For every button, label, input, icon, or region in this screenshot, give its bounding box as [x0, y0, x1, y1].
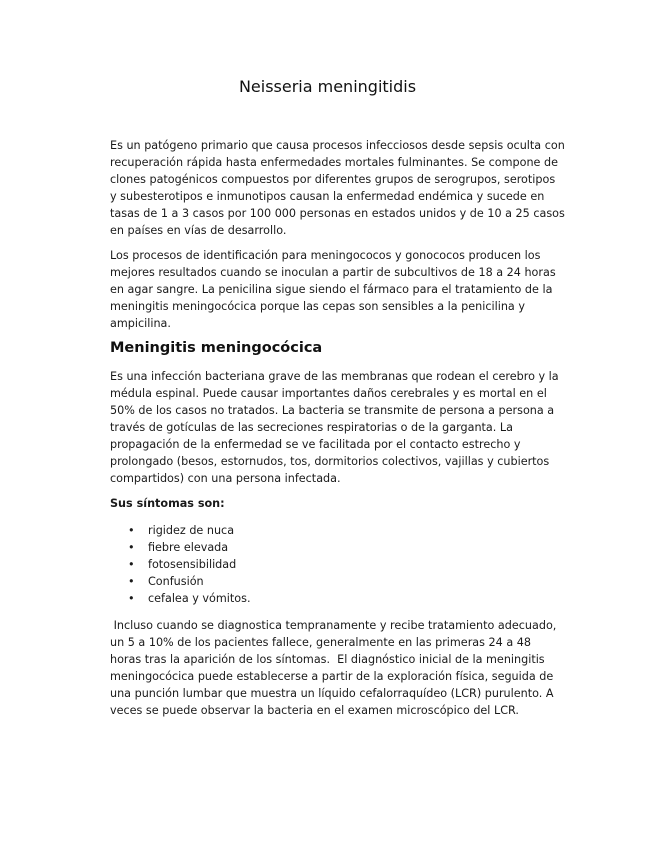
bullet-icon: • — [128, 524, 135, 537]
prognosis-paragraph: Incluso cuando se diagnostica tempranamente y recibe tratamiento adecuado, un 5 a 10% de los pacientes fallece, generalmente en las primeras 24 a 48 horas tras la aparición de los síntomas. El diagnóstico inicial de la meningitis meningocócica puede establecerse a partir de la exploración física, seguida de una punción lumbar que muestra un líquido cefalorraquídeo (LCR) purulento. A veces se puede observar la bacteria en el examen microscópico del LCR. — [110, 619, 560, 717]
symptoms-label: Sus síntomas son: — [110, 497, 225, 510]
bullet-icon: • — [128, 575, 135, 588]
description-paragraph: Es una infección bacteriana grave de las membranas que rodean el cerebro y la médula espinal. Puede causar importantes daños cerebrales y es mortal en el 50% de los casos no tratados. La bacteria se transmite de persona a persona a través de gotículas de las secreciones respiratorias o de la garganta. La propagación de la enfermedad se ve facilitada por el contacto estrecho y prolongado (besos, estornudos, tos, dormitorios colectivos, vajillas y cubiertos compartidos) con una persona infectada. — [110, 370, 559, 485]
document-title: Neisseria meningitidis — [238, 77, 417, 96]
symptom-text: fiebre elevada — [148, 541, 229, 554]
intro-paragraph: Es un patógeno primario que causa procesos infecciosos desde sepsis oculta con recuperación rápida hasta enfermedades mortales fulminantes. Se compone de clones patogénicos compuestos por diferentes grupos de serogrupos, serotipos y subesterotipos e inmunotipos causan la enfermedad endémica y sucede en tasas de 1 a 3 casos por 100 000 personas en estados unidos y de 10 a 25 casos en países en vías de desarrollo. — [110, 139, 565, 237]
symptoms-list — [110, 522, 565, 607]
bullet-icon: • — [128, 592, 135, 605]
list-item — [128, 522, 565, 539]
document-body — [110, 137, 565, 727]
symptom-text: rigidez de nuca — [148, 524, 235, 537]
symptom-text: Confusión — [148, 575, 204, 588]
bullet-icon: • — [128, 541, 135, 554]
section-heading: Meningitis meningocócica — [110, 340, 323, 356]
list-item — [128, 556, 565, 573]
symptom-text: cefalea y vómitos. — [148, 592, 251, 605]
list-item — [128, 573, 565, 590]
list-item — [128, 590, 565, 607]
bullet-icon: • — [128, 558, 135, 571]
symptom-text: fotosensibilidad — [148, 558, 237, 571]
list-item — [128, 539, 565, 556]
identification-paragraph: Los procesos de identificación para meningococos y gonococos producen los mejores resultados cuando se inoculan a partir de subcultivos de 18 a 24 horas en agar sangre. La penicilina sigue siendo el fármaco para el tratamiento de la meningitis meningocócica porque las cepas son sensibles a la penicilina y ampicilina. — [110, 249, 556, 330]
